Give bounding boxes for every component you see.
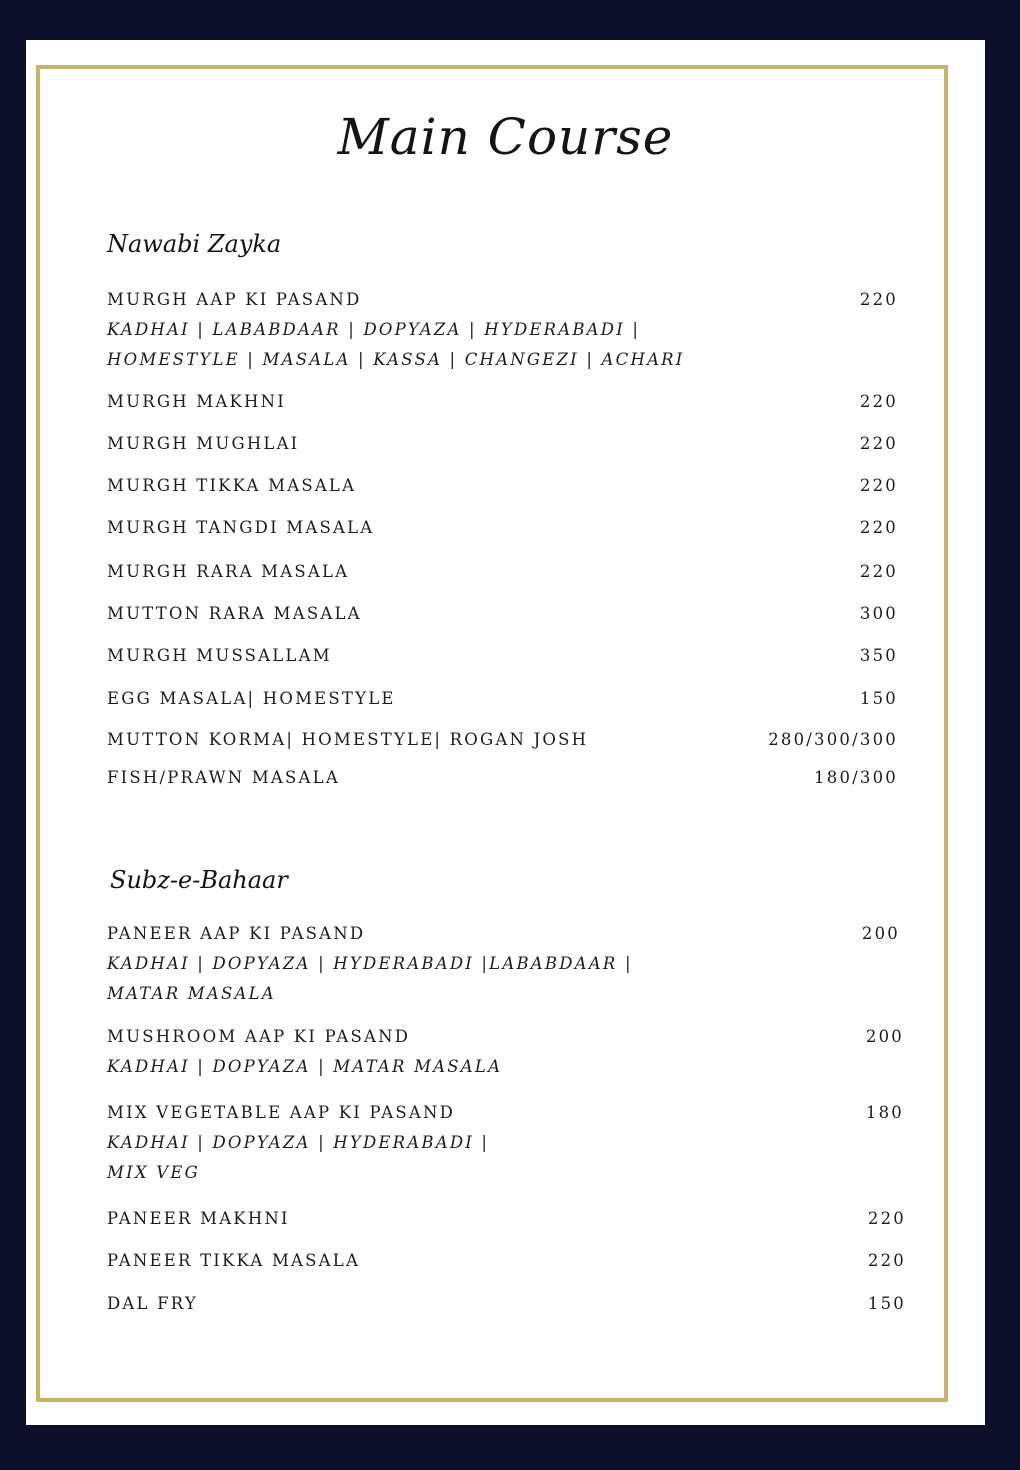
menu-item-name: MURGH MUGHLAI <box>107 434 300 453</box>
menu-item-name: MURGH TIKKA MASALA <box>107 476 357 495</box>
menu-item-name: EGG MASALA| HOMESTYLE <box>107 689 396 708</box>
page-title: Main Course <box>337 108 674 166</box>
menu-item <box>107 476 898 496</box>
menu-item-name: DAL FRY <box>107 1294 199 1313</box>
menu-item <box>107 562 898 582</box>
menu-item-name: MUTTON KORMA| HOMESTYLE| ROGAN JOSH <box>107 730 589 749</box>
section-heading: Subz-e-Bahaar <box>110 866 288 894</box>
menu-item <box>107 518 898 538</box>
menu-item <box>107 434 898 454</box>
menu-item-price: 220 <box>859 434 898 453</box>
menu-item-price: 150 <box>867 1294 906 1313</box>
menu-item-name: FISH/PRAWN MASALA <box>107 768 340 787</box>
menu-item-price: 220 <box>859 518 898 537</box>
menu-item-price: 200 <box>865 1027 904 1046</box>
menu-item-options: KADHAI | DOPYAZA | HYDERABADI | <box>107 1133 490 1152</box>
menu-item-options: KADHAI | DOPYAZA | HYDERABADI |LABABDAAR | <box>107 954 633 973</box>
menu-item-price: 220 <box>859 290 898 309</box>
menu-item-name: MURGH AAP KI PASAND <box>107 290 362 309</box>
menu-item <box>107 730 898 750</box>
menu-item-name: MUSHROOM AAP KI PASAND <box>107 1027 411 1046</box>
menu-item-price: 180 <box>865 1103 904 1122</box>
menu-item-name: MURGH RARA MASALA <box>107 562 350 581</box>
menu-item-price: 220 <box>867 1209 906 1228</box>
menu-item <box>107 1251 906 1271</box>
menu-item <box>107 1027 904 1077</box>
menu-item-price: 150 <box>859 689 898 708</box>
menu-item-price: 300 <box>859 604 898 623</box>
menu-item <box>107 924 900 1004</box>
section-heading: Nawabi Zayka <box>107 230 282 258</box>
menu-item <box>107 1103 904 1183</box>
menu-item-name: PANEER TIKKA MASALA <box>107 1251 361 1270</box>
menu-item <box>107 392 898 412</box>
menu-item-name: PANEER MAKHNI <box>107 1209 290 1228</box>
menu-item <box>107 768 898 788</box>
menu-item-name: MIX VEGETABLE AAP KI PASAND <box>107 1103 456 1122</box>
menu-item-price: 220 <box>859 476 898 495</box>
menu-item-price: 220 <box>867 1251 906 1270</box>
menu-item-name: MURGH MAKHNI <box>107 392 286 411</box>
menu-item-price: 220 <box>859 562 898 581</box>
menu-item-options: HOMESTYLE | MASALA | KASSA | CHANGEZI | ACHARI <box>107 350 685 369</box>
menu-item-price: 280/300/300 <box>768 730 898 749</box>
menu-item <box>107 646 898 666</box>
menu-item-name: MUTTON RARA MASALA <box>107 604 362 623</box>
menu-item <box>107 1209 906 1229</box>
menu-page <box>26 40 985 1425</box>
menu-item-options: MIX VEG <box>107 1163 200 1182</box>
menu-item-name: MURGH MUSSALLAM <box>107 646 332 665</box>
menu-item-options: KADHAI | DOPYAZA | MATAR MASALA <box>107 1057 503 1076</box>
menu-item <box>107 604 898 624</box>
menu-item-price: 200 <box>861 924 900 943</box>
menu-item-price: 350 <box>859 646 898 665</box>
menu-item-price: 180/300 <box>814 768 898 787</box>
menu-item-options: KADHAI | LABABDAAR | DOPYAZA | HYDERABADI | <box>107 320 641 339</box>
menu-item <box>107 290 898 370</box>
menu-item-options: MATAR MASALA <box>107 984 276 1003</box>
menu-item-name: MURGH TANGDI MASALA <box>107 518 375 537</box>
menu-item <box>107 689 898 709</box>
menu-item <box>107 1294 906 1314</box>
menu-item-name: PANEER AAP KI PASAND <box>107 924 366 943</box>
menu-item-price: 220 <box>859 392 898 411</box>
